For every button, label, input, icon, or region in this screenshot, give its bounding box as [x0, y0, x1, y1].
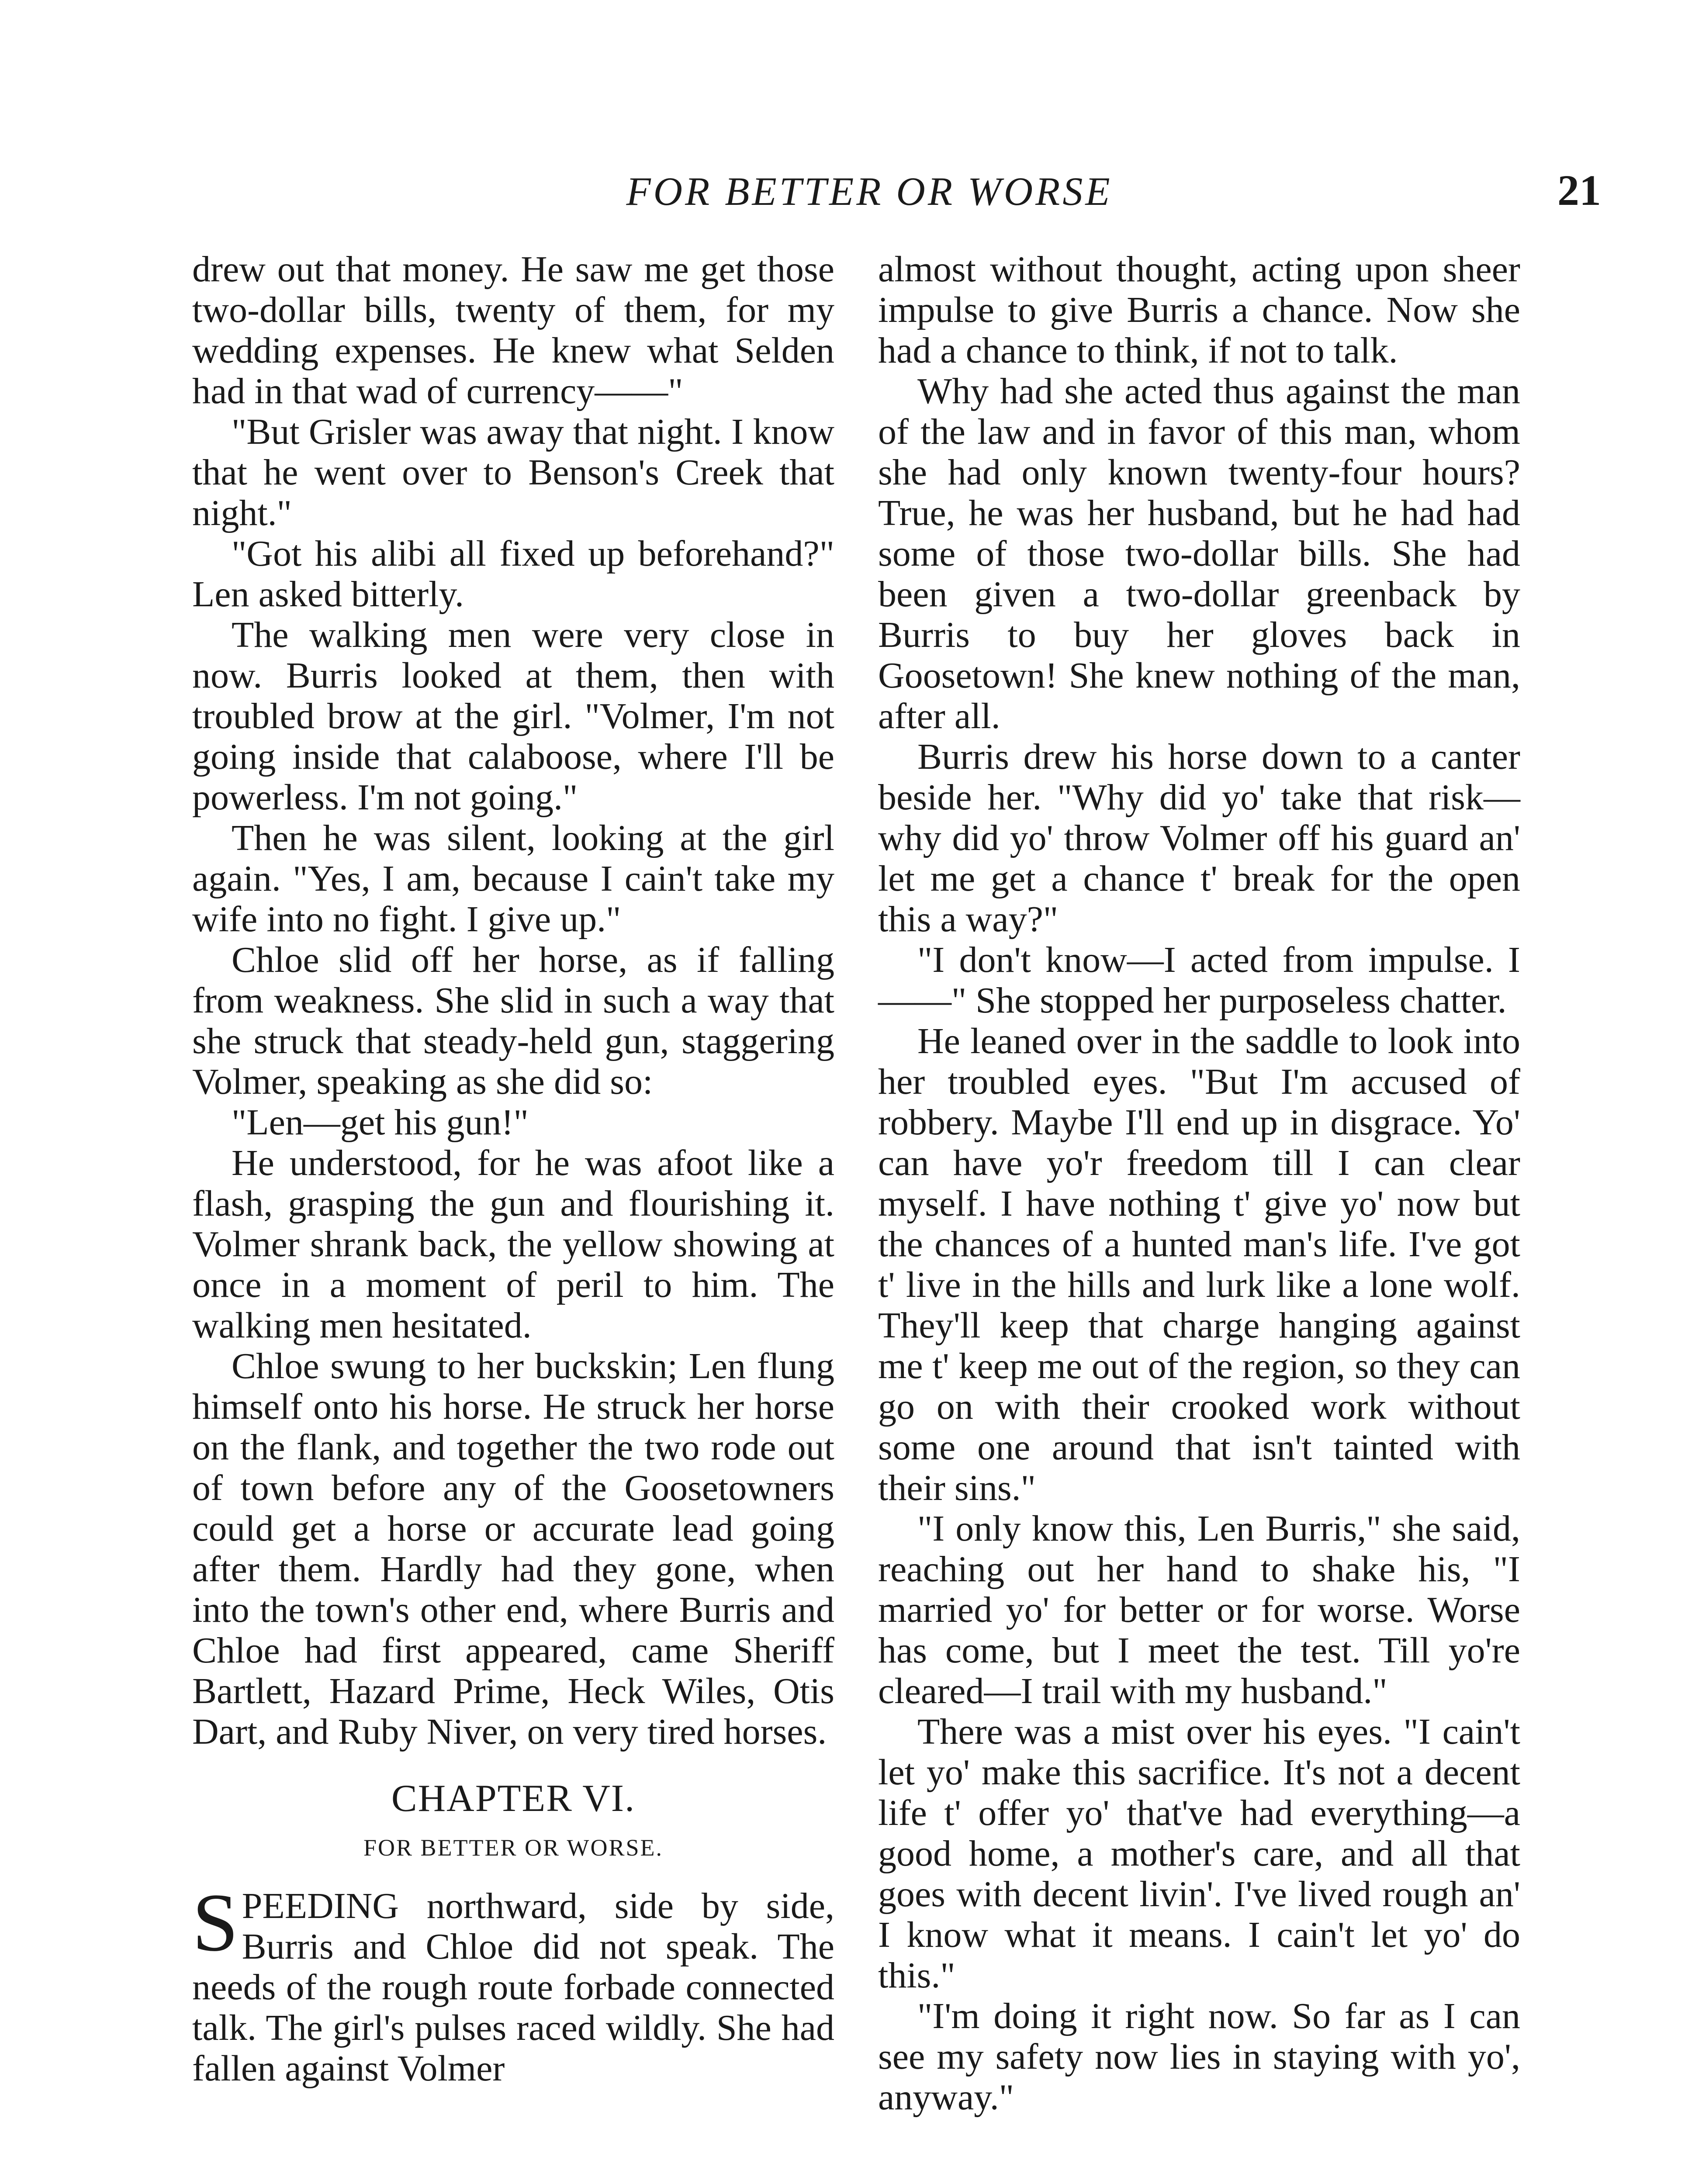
paragraph: Chloe slid off her horse, as if falling from weakness. She slid in such a way that she struck that steady-held gun, staggering Volmer, speaking as she did so: [192, 940, 834, 1102]
chapter-heading: CHAPTER VI. [391, 1777, 636, 1820]
opening-text: PEEDING northward, side by side, Burris and Chloe did not speak. The needs of the rough route forbade connected talk. The girl's pulses raced wildly. She had fallen against Volmer [192, 1886, 834, 2089]
paragraph: Chloe swung to her buckskin; Len flung himself onto his horse. He struck her horse on the flank, and together the two rode out of town before any of the Goosetowners could get a horse or accurate lead going after them. Hardly had they gone, when into the town's other end, where Burris and Chloe had first appeared, came Sheriff Bartlett, Hazard Prime, Heck Wiles, Otis Dart, and Ruby Niver, on very tired horses. [192, 1346, 834, 1752]
chapter-subtitle: FOR BETTER OR WORSE. [363, 1835, 664, 1861]
left-column [192, 249, 834, 2089]
paragraph: "I'm doing it right now. So far as I can see my safety now lies in staying with yo', anyway." [878, 1996, 1520, 2118]
running-title: FOR BETTER OR WORSE [626, 169, 1113, 214]
page-number: 21 [1557, 166, 1601, 214]
paragraph: "Got his alibi all fixed up beforehand?" Len asked bitterly. [192, 533, 834, 615]
paragraph: He understood, for he was afoot like a flash, grasping the gun and flourishing it. Volmer shrank back, the yellow showing at once in a moment of peril to him. The walking men hesitated. [192, 1143, 834, 1346]
paragraph: drew out that money. He saw me get those two-dollar bills, twenty of them, for my wedding expenses. He knew what Selden had in that wad of currency——" [192, 249, 834, 411]
paragraph: Why had she acted thus against the man of the law and in favor of this man, whom she had only known twenty-four hours? True, he was her husband, but he had had some of those two-dollar bills. She had been given a two-dollar greenback by Burris to buy her gloves back in Goosetown! She knew nothing of the man, after all. [878, 371, 1520, 736]
paragraph: He leaned over in the saddle to look into her troubled eyes. "But I'm accused of robbery. Maybe I'll end up in disgrace. Yo' can have yo'r freedom till I can clear myself. I have nothing t' give yo' now but the chances of a hunted man's life. I've got t' live in the hills and lurk like a lone wolf. They'll keep that charge hanging against me t' keep me out of the region, so they can go on with their crooked work without some one around that isn't tainted with their sins." [878, 1021, 1520, 1508]
paragraph: "I don't know—I acted from impulse. I——" She stopped her purposeless chatter. [878, 940, 1520, 1021]
paragraph: Burris drew his horse down to a canter beside her. "Why did yo' take that risk—why did yo' throw Volmer off his guard an' let me get a chance t' break for the open this a way?" [878, 736, 1520, 940]
dropcap: S [192, 1877, 239, 1969]
right-column [878, 249, 1520, 2118]
paragraph: "Len—get his gun!" [232, 1102, 529, 1143]
paragraph: "I only know this, Len Burris," she said, reaching out her hand to shake his, "I married yo' for better or for worse. Worse has come, but I meet the test. Till yo're cleared—I trail with my husband." [878, 1508, 1520, 1711]
paragraph: "But Grisler was away that night. I know that he went over to Benson's Creek that night." [192, 411, 834, 533]
paragraph: almost without thought, acting upon sheer impulse to give Burris a chance. Now she had a chance to think, if not to talk. [878, 249, 1520, 371]
paragraph: The walking men were very close in now. Burris looked at them, then with troubled brow at the girl. "Volmer, I'm not going inside that calaboose, where I'll be powerless. I'm not going." [192, 615, 834, 818]
opening-paragraph [192, 1877, 834, 2089]
paragraph: Then he was silent, looking at the girl again. "Yes, I am, because I cain't take my wife into no fight. I give up." [192, 818, 834, 940]
paragraph: There was a mist over his eyes. "I cain't let yo' make this sacrifice. It's not a decent life t' offer yo' that've had everything—a good home, a mother's care, and all that goes with decent livin'. I've lived rough an' I know what it means. I cain't let yo' do this." [878, 1711, 1520, 1996]
